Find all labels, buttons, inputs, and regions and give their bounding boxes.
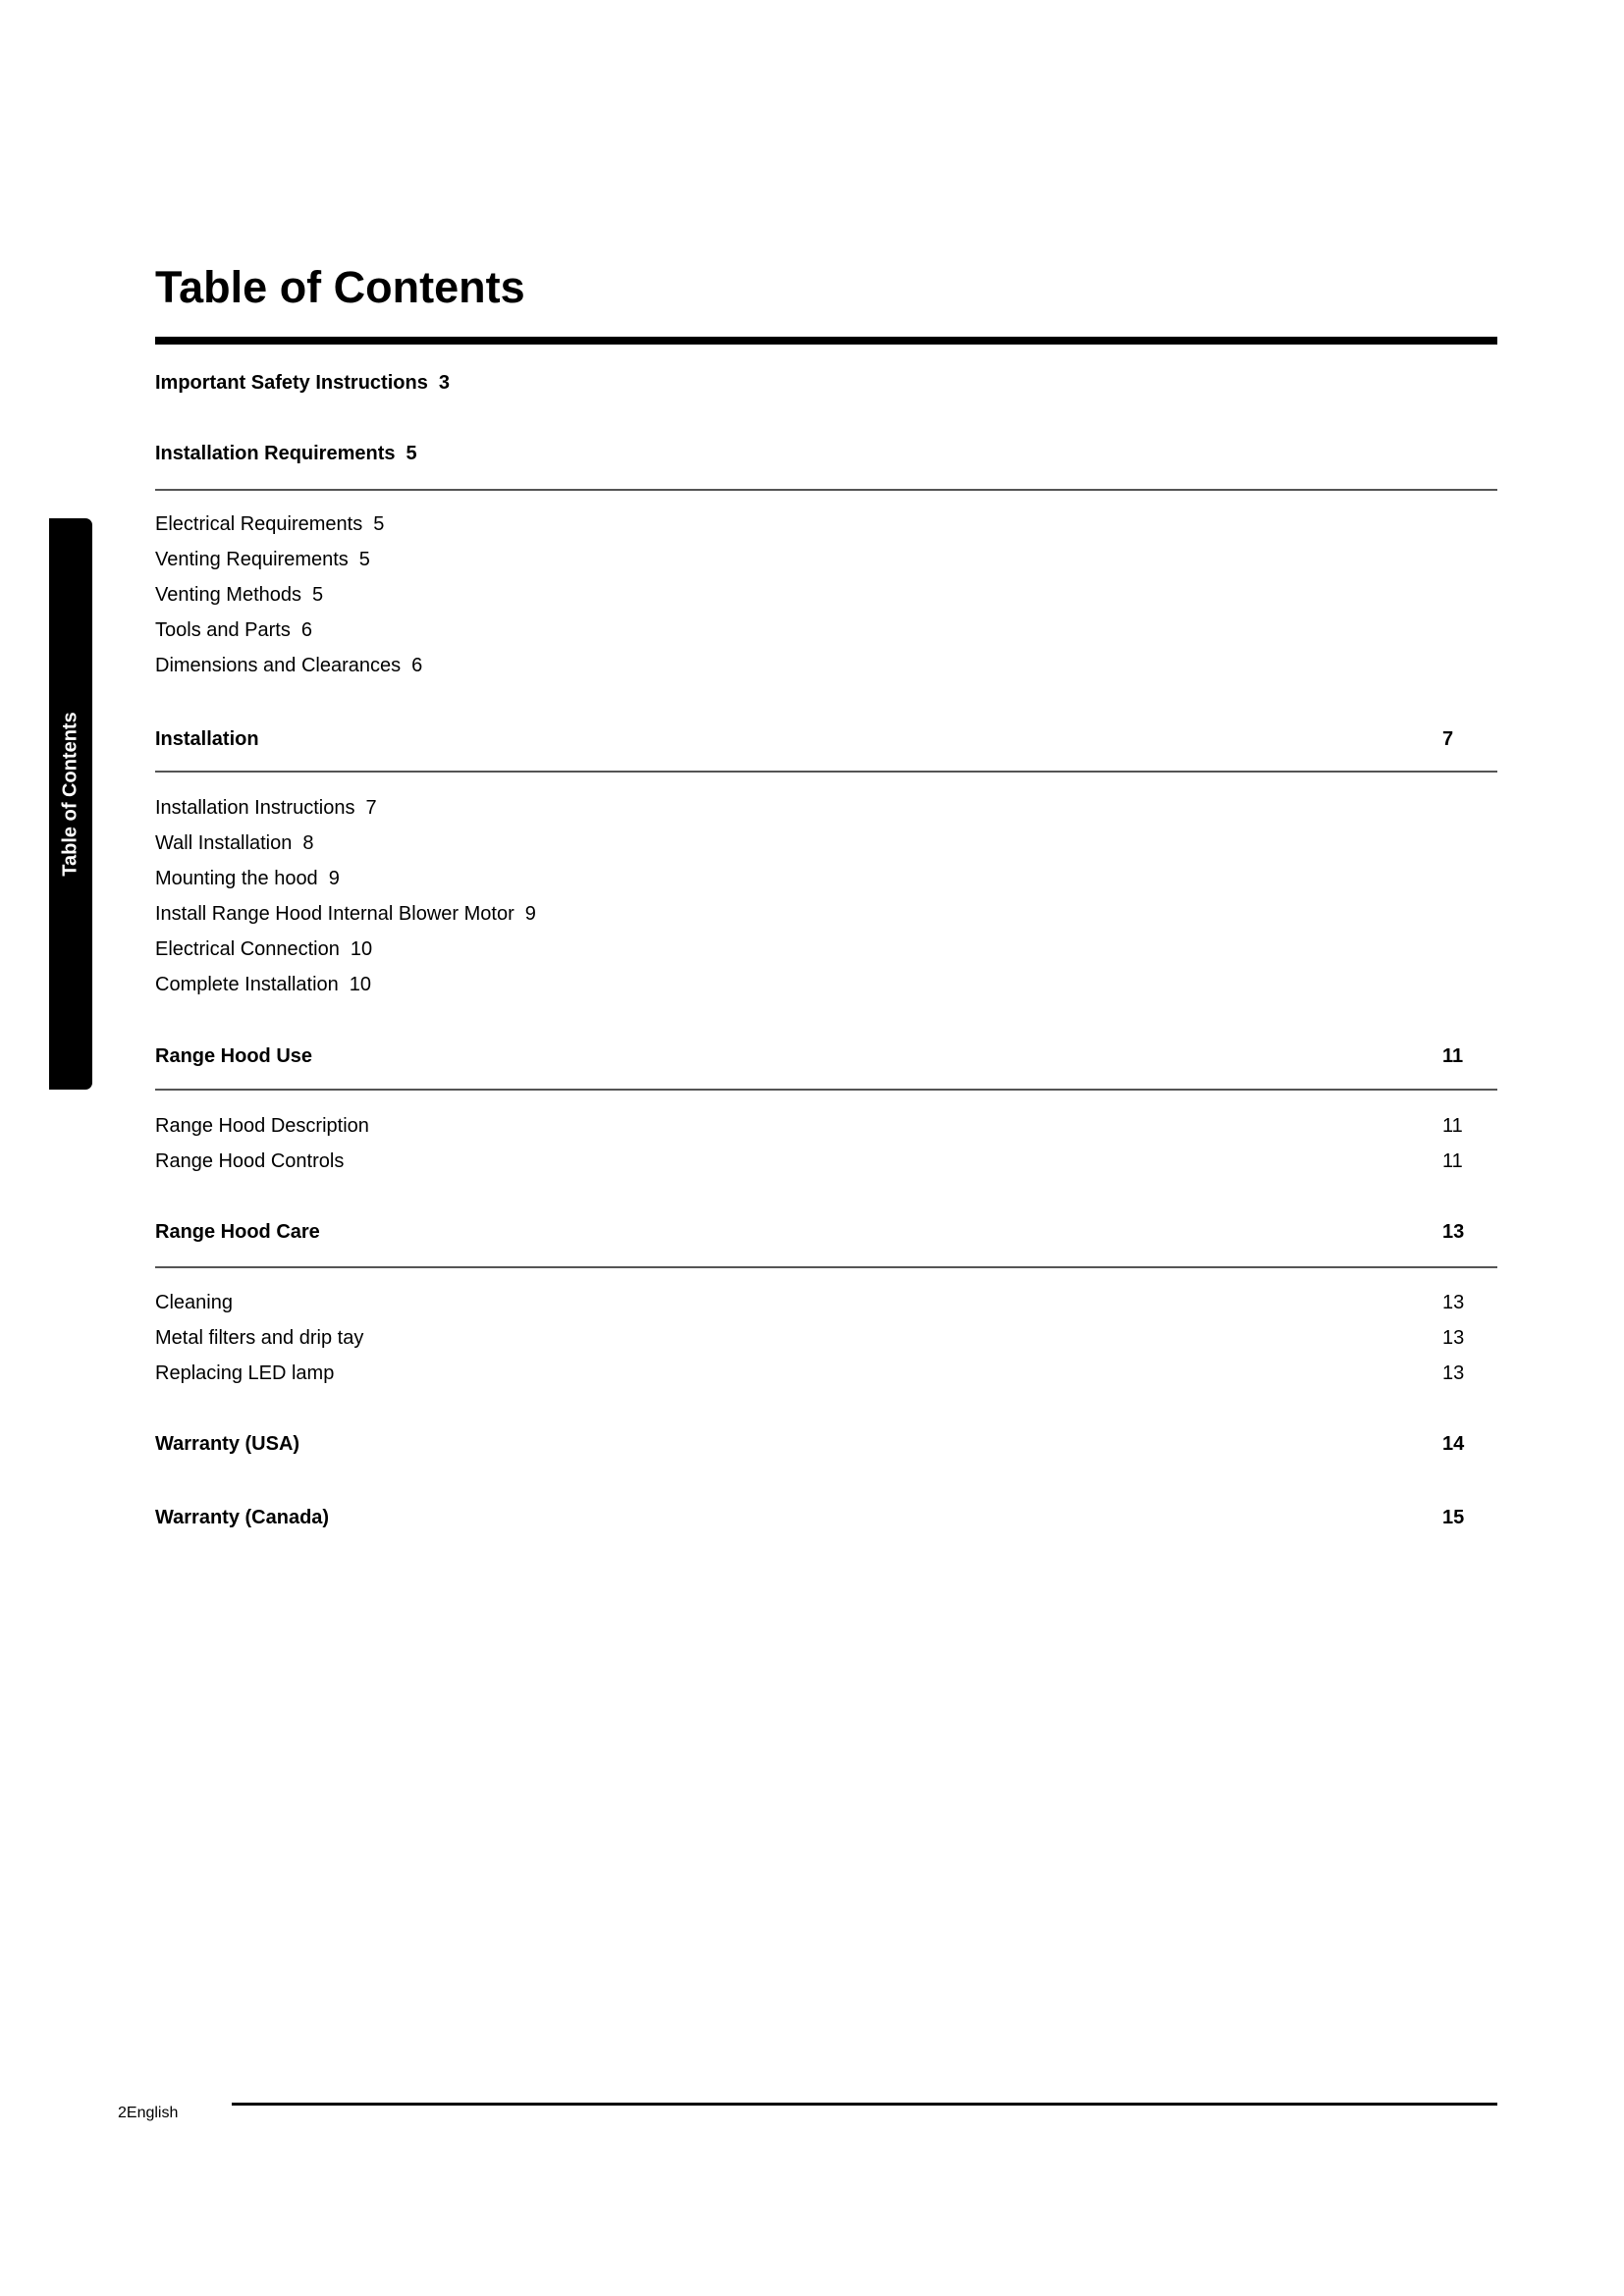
- toc-item[interactable]: [155, 869, 340, 888]
- side-tab: [49, 518, 92, 1090]
- toc-page-number: 5: [312, 584, 324, 606]
- toc-page-number: 7: [365, 797, 377, 819]
- toc-page-number: 8: [302, 832, 314, 854]
- toc-page-number: 13: [1442, 1327, 1465, 1349]
- toc-section-label: Installation: [155, 728, 259, 750]
- toc-page-number: 11: [1442, 1115, 1463, 1137]
- toc-page-number: 5: [358, 549, 370, 570]
- toc-item-label: Dimensions and Clearances: [155, 655, 402, 676]
- toc-section-label: Installation Requirements: [155, 443, 396, 464]
- page-footer: [118, 2106, 178, 2121]
- toc-item[interactable]: [155, 620, 312, 640]
- toc-section-warranty-usa[interactable]: [155, 1434, 299, 1454]
- toc-item[interactable]: [155, 656, 422, 675]
- footer-page-number: 2: [118, 2105, 127, 2121]
- toc-section-label: Warranty (USA): [155, 1433, 300, 1455]
- title-divider: [155, 337, 1497, 345]
- toc-item[interactable]: [155, 1363, 334, 1383]
- toc-section-label: Important Safety Instructions: [155, 372, 428, 394]
- toc-page-number: 5: [406, 443, 417, 464]
- toc-item[interactable]: [155, 798, 377, 818]
- toc-item-label: Mounting the hood: [155, 868, 318, 889]
- toc-page-number: 13: [1442, 1362, 1465, 1384]
- toc-page-number: 13: [1442, 1221, 1465, 1243]
- toc-item-label: Electrical Requirements: [155, 513, 363, 535]
- toc-section-label: Range Hood Use: [155, 1045, 313, 1067]
- toc-page-number: 9: [524, 903, 536, 925]
- toc-item[interactable]: [155, 1151, 344, 1171]
- toc-page-number: 14: [1442, 1433, 1465, 1455]
- toc-section-range-hood-care[interactable]: [155, 1222, 320, 1242]
- toc-page-number: 6: [300, 619, 312, 641]
- toc-section-range-hood-use[interactable]: [155, 1046, 312, 1066]
- footer-divider: [232, 2103, 1497, 2106]
- toc-item-label: Metal filters and drip tay: [155, 1327, 364, 1349]
- toc-item-label: Range Hood Controls: [155, 1150, 345, 1172]
- toc-item-label: Cleaning: [155, 1292, 233, 1313]
- toc-item[interactable]: [155, 1116, 369, 1136]
- toc-item[interactable]: [155, 833, 313, 853]
- toc-item[interactable]: [155, 939, 372, 959]
- toc-page-number: 5: [373, 513, 385, 535]
- footer-language: English: [126, 2105, 179, 2121]
- toc-item[interactable]: [155, 1328, 363, 1348]
- section-divider: [155, 489, 1497, 491]
- toc-page-number: 9: [328, 868, 340, 889]
- page-title: Table of Contents: [155, 262, 525, 312]
- toc-item[interactable]: [155, 1293, 233, 1312]
- toc-page-number: 6: [411, 655, 423, 676]
- toc-item[interactable]: [155, 904, 536, 924]
- toc-item-label: Replacing LED lamp: [155, 1362, 335, 1384]
- section-divider: [155, 1089, 1497, 1091]
- toc-page-number: 10: [349, 974, 372, 995]
- toc-item-label: Venting Methods: [155, 584, 301, 606]
- toc-page-number: 11: [1442, 1045, 1464, 1067]
- toc-page-number: 3: [438, 372, 450, 394]
- toc-page-number: 15: [1442, 1507, 1465, 1528]
- toc-item-label: Install Range Hood Internal Blower Motor: [155, 903, 514, 925]
- toc-item-label: Wall Installation: [155, 832, 293, 854]
- toc-section-label: Range Hood Care: [155, 1221, 320, 1243]
- toc-section-label: Warranty (Canada): [155, 1507, 330, 1528]
- toc-item-label: Tools and Parts: [155, 619, 291, 641]
- section-divider: [155, 1266, 1497, 1268]
- toc-section-warranty-canada[interactable]: [155, 1508, 329, 1527]
- toc-item[interactable]: [155, 585, 323, 605]
- side-tab-label: Table of Contents: [59, 712, 81, 877]
- toc-item-label: Complete Installation: [155, 974, 339, 995]
- toc-item[interactable]: [155, 550, 370, 569]
- toc-item-label: Range Hood Description: [155, 1115, 369, 1137]
- toc-page-number: 7: [1442, 728, 1454, 750]
- toc-section-installation[interactable]: [155, 729, 259, 749]
- toc-item-label: Venting Requirements: [155, 549, 349, 570]
- toc-item-label: Installation Instructions: [155, 797, 355, 819]
- toc-item-label: Electrical Connection: [155, 938, 340, 960]
- toc-page-number: 11: [1442, 1150, 1463, 1172]
- section-divider: [155, 771, 1497, 773]
- toc-section-installation-requirements[interactable]: [155, 444, 417, 463]
- toc-item[interactable]: [155, 975, 371, 994]
- toc-item[interactable]: [155, 514, 384, 534]
- toc-page-number: 13: [1442, 1292, 1465, 1313]
- toc-section-safety[interactable]: [155, 373, 450, 393]
- toc-page-number: 10: [350, 938, 373, 960]
